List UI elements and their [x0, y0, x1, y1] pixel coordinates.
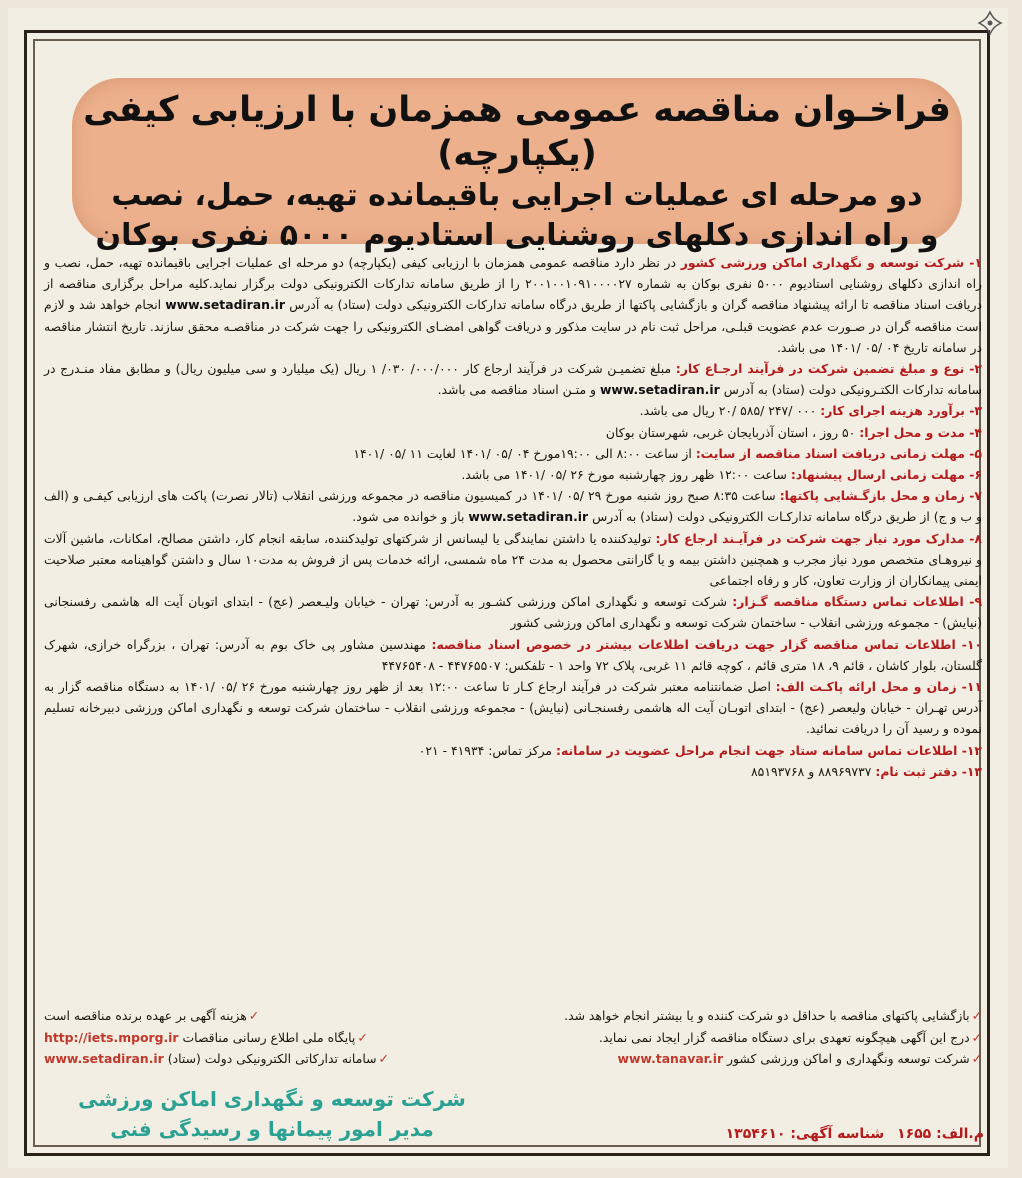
tanavar-link[interactable]: www.tanavar.ir: [617, 1051, 724, 1067]
item-text: انجام خواهد شد و لازم است مناقصه گران در صـورت عدم عضویت قبلـی، مراحل ثبت نام در سایت مذکور و دریافت گواهی امضـای الکترونیکی را جهت شرکت در مناقصـه محقق سازند. تاریخ انتشار مناقصه در سامانه تاریخ ۰۴ /۰۵ /۱۴۰۱ می باشد.: [44, 297, 982, 355]
check-icon: ✓: [971, 1029, 982, 1045]
item-lead: ۲- نوع و مبلغ تضمین شرکت در فرآیند ارجـاع کار:: [675, 361, 982, 377]
item-6: [44, 464, 982, 485]
note-item: ✓سامانه تدارکاتی الکترونیکی دولت (ستاد) www.setadiran.ir: [44, 1051, 389, 1067]
item-text: در نظر دارد مناقصه عمومی همزمان با ارزیابی کیفی (یکپارچه) دو مرحله ای عملیات اجرایی باقیمانده تهیه، حمل، نصب و راه اندازی دکلهای روشنایی استادیوم ۵۰۰۰ نفری بوکان به شماره ۲۰۰۱۰۰۱۰۹۱۰۰۰۰۲۷ را از طریق سامانه تدارکات الکترونیکی دولت برگزار نماید.کلیه مراحل برگزاری مناقصه از دریافت اسناد مناقصه تا ارائه پیشنهاد مناقصه گران و بازگشایی پاکتها از طریق درگاه سامانه تدارکات الکترونیکی دولت (ستاد) به آدرس: [44, 255, 982, 313]
title-banner: [72, 78, 962, 253]
item-text: ۰۰۰ /۲۴۷ /۵۸۵ /۲۰ ریال می باشد.: [639, 403, 821, 419]
item-2: [44, 358, 982, 400]
note-item: ✓هزینه آگهی بر عهده برنده مناقصه است: [44, 1008, 260, 1023]
item-lead: ۱۳- دفتر ثبت نام:: [875, 763, 982, 779]
advertisement-page: [8, 8, 1008, 1168]
item-10: [44, 634, 982, 676]
ad-footer: [725, 1126, 984, 1142]
check-icon: ✓: [378, 1051, 389, 1067]
item-11: [44, 676, 982, 740]
title-line-1: فراخـوان مناقصه عمومی همزمان با ارزیابی کیفی (یکپارچه): [83, 90, 951, 174]
item-lead: ۵- مهلت زمانی دریافت اسناد مناقصه از سایت:: [695, 445, 982, 461]
setadiran-link[interactable]: www.setadiran.ir: [165, 297, 286, 313]
item-lead: ۶- مهلت زمانی ارسال پیشنهاد:: [790, 467, 982, 483]
item-lead: ۷- زمان و محل بازگـشایی پاکتها:: [779, 488, 982, 504]
item-8: [44, 528, 982, 592]
item-1: [44, 252, 982, 358]
item-13: [44, 761, 982, 782]
item-text: ۵۰ روز ، استان آذربایجان غربی، شهرستان بوکان: [605, 424, 860, 440]
item-9: [44, 591, 982, 633]
check-icon: ✓: [248, 1008, 260, 1023]
note-item: ✓بازگشایی پاکتهای مناقصه با حداقل دو شرکت کننده و یا بیشتر انجام خواهد شد.: [564, 1008, 982, 1023]
item-lead: ۱۲- اطلاعات تماس سامانه ستاد جهت انجام مراحل عضویت در سامانه:: [556, 742, 982, 758]
item-5: [44, 443, 982, 464]
item-lead: ۳- برآورد هزینه اجرای کار:: [820, 403, 982, 419]
item-lead: ۹- اطلاعات تماس دستگاه مناقصه گـزار:: [732, 594, 983, 610]
item-lead: ۱۰- اطلاعات تماس مناقصه گزار جهت دریافت اطلاعات بیشتر در خصوص اسناد مناقصه:: [431, 636, 982, 652]
setadiran-link[interactable]: www.setadiran.ir: [468, 509, 589, 525]
notes-row: [44, 1005, 982, 1027]
note-item: ✓درج این آگهی هیچگونه تعهدی برای دستگاه مناقصه گزار ایجاد نمی نماید.: [598, 1029, 982, 1045]
tender-details: [44, 252, 982, 782]
item-text: ساعت ۱۲:۰۰ ظهر روز چهارشنبه مورخ ۲۶ /۰۵ /۱۴۰۱ می باشد.: [461, 467, 791, 483]
item-text: ۸۸۹۶۹۷۳۷ و ۸۵۱۹۳۷۶۸: [751, 763, 876, 779]
item-lead: ۴- مدت و محل اجرا:: [859, 424, 982, 440]
notes-row: [44, 1027, 982, 1049]
item-text: از ساعت ۸:۰۰ الی ۱۹:۰۰مورخ ۰۴ /۰۵ /۱۴۰۱ لغایت ۱۱ /۰۵ /۱۴۰۱: [353, 445, 696, 461]
item-text: باز و خوانده می شود.: [352, 509, 469, 525]
setadiran-link[interactable]: www.setadiran.ir: [44, 1051, 164, 1067]
setadiran-link[interactable]: www.setadiran.ir: [599, 382, 720, 398]
item-4: [44, 422, 982, 443]
item-7: [44, 485, 982, 527]
item-lead: ۱۱- زمان و محل ارائه پاکـت الف:: [775, 679, 982, 695]
note-item: ✓شرکت توسعه ونگهداری و اماکن ورزشی کشور www.tanavar.ir: [617, 1051, 982, 1067]
item-lead: ۸- مدارک مورد نیاز جهت شرکت در فرآیـند ارجاع کار:: [655, 530, 982, 546]
ad-id: شناسه آگهی: ۱۳۵۴۶۱۰: [725, 1126, 885, 1142]
item-lead: ۱- شرکت توسعه و نگهداری اماکن ورزشی کشور: [680, 255, 982, 270]
notes-row: [44, 1048, 982, 1070]
check-icon: ✓: [357, 1029, 368, 1045]
item-text: مرکز تماس: ۴۱۹۳۴ - ۰۲۱: [418, 742, 556, 758]
note-item: ✓پایگاه ملی اطلاع رسانی مناقصات http://iets.mporg.ir: [44, 1029, 368, 1045]
title-line-2: دو مرحله ای عملیات اجرایی باقیمانده تهیه، حمل، نصب: [111, 178, 923, 213]
signature-block: [42, 1084, 502, 1144]
item-text: تولیدکننده یا داشتن نمایندگی یا لیسانس از شرکتهای تولیدکننده، سابقه انجام کار، داشتن مصالح، امکانات، ماشین آلات و نیروهـای متخصص مورد نیاز مجرب و همچنین داشتن بیمه و یا گارانتی محصول به مدت ۲۴ ماه شمسی، ارائه خدمات پس از فروش به مدت۱۰ سال و داشتن گواهینامه معتبر صلاحیت ایمنی پیمانکاران از وزارت تعاون، کار و رفاه اجتماعی: [44, 530, 983, 589]
item-text: مبلغ تضمیـن شرکت در فرآیند ارجاع کار ۰۰۰/۰۰۰/ ۰۳۰/ ۱ ریال (یک میلیارد و سی میلیون ریال) و مطابق مفاد منـدرج در سامانه تدارکات الکتـرونیکی دولت (ستاد) به آدرس: [44, 361, 982, 398]
ad-code: م.الف: ۱۶۵۵: [897, 1126, 984, 1142]
item-text: و متـن اسناد مناقصه می باشد.: [437, 382, 600, 398]
title-line-3: و راه اندازی دکلهای روشنایی استادیوم ۵۰۰۰ نفری بوکان: [95, 218, 939, 253]
item-12: [44, 740, 982, 761]
item-text: ساعت ۸:۳۵ صبح روز شنبه مورخ ۲۹ /۰۵ /۱۴۰۱ در کمیسیون مناقصه در مجموعه ورزشی انقلاب (تالار نصرت) پاکت های ارزیابی کیفـی و (الف و ب و ج) از طریق درگاه سامانه تدارکـات الکترونیکی دولت (ستاد) به آدرس: [44, 488, 982, 525]
check-icon: ✓: [971, 1051, 982, 1067]
signature-company: شرکت توسعه و نگهداری اماکن ورزشی: [78, 1087, 466, 1111]
item-3: [44, 400, 982, 421]
ornament-icon: [974, 8, 1006, 38]
iets-link[interactable]: http://iets.mporg.ir: [44, 1029, 179, 1045]
notes-section: [44, 1005, 982, 1070]
item-text: اصل ضمانتنامه معتبر شرکت در فرآیند ارجاع کـار تا ساعت ۱۲:۰۰ بعد از ظهر روز چهارشنبه مورخ ۲۶ /۰۵ /۱۴۰۱ به دستگاه مناقصه گزار به آدرس تهـران - خیابان ولیعصر (عج) - ابتدای اتوبـان آیت اله هاشمی رفسنجـانی (نیایش) - مجموعه ورزشی انقلاب - ساختمان شرکت توسعه و نگهداری اماکن ورزشی دبیرخانه تسلیم نموده و رسید آن را دریافت نمائید.: [44, 679, 982, 737]
signature-department: مدیر امور پیمانها و رسیدگی فنی: [110, 1117, 434, 1141]
item-text: شرکت توسعه و نگهداری اماکن ورزشی کشـور به آدرس: تهران - خیابان ولیـعصر (عج) - ابتدای اتوبان آیت اله هاشمی رفسنجانی (نیایش) - مجموعه ورزشی انقلاب - ساختمان شرکت توسعه و نگهداری اماکن ورزشی کشور: [44, 594, 982, 631]
check-icon: ✓: [971, 1008, 982, 1023]
item-text: مهندسین مشاور پی خاک بوم به آدرس: تهران ، بزرگراه خرازی، شهرک گلستان، بلوار کاشان ، قائم ۹، ۱۸ متری قائم ، کوچه قائم ۱۱ غربی، پلاک ۷۲ واحد ۱ - تلفکس: ۴۴۷۶۵۵۰۷ - ۴۴۷۶۵۴۰۸: [44, 636, 982, 673]
